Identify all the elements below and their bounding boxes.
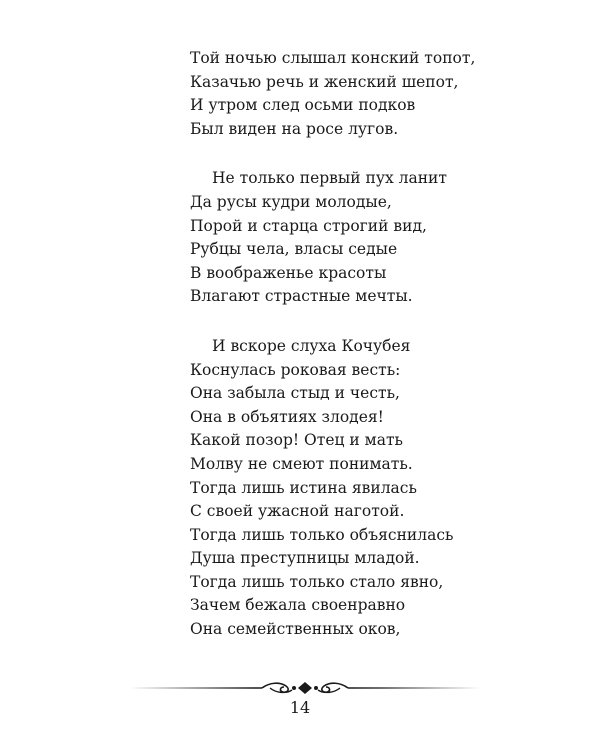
verse-line: Какой позор! Отец и мать — [190, 431, 403, 450]
verse-line: Она в объятиях злодея! — [190, 407, 384, 426]
verse-line: И утром след осьми подков — [190, 96, 416, 115]
verse-line: Той ночью слышал конский топот, — [190, 49, 476, 67]
verse-line: В воображенье красоты — [190, 263, 387, 282]
flourish-divider-icon — [130, 676, 480, 700]
verse-line: Тогда лишь только стало явно, — [190, 572, 444, 591]
verse-line: Зачем бежала своенравно — [190, 596, 406, 615]
verse-line: Она семейственных оков, — [190, 620, 401, 639]
stanza-1 — [190, 47, 570, 141]
page-number: 14 — [289, 698, 311, 717]
poem-text — [190, 47, 570, 642]
verse-line: Тогда лишь истина явилась — [190, 478, 417, 497]
verse-line: Да русы кудри молодые, — [190, 192, 392, 211]
verse-line: Казачью речь и женский шепот, — [190, 72, 459, 91]
verse-line: Она забыла стыд и честь, — [190, 384, 400, 403]
verse-line: И вскоре слуха Кочубея — [212, 336, 411, 355]
verse-line: С своей ужасной наготой. — [190, 502, 405, 521]
verse-line: Тогда лишь только объяснилась — [190, 525, 454, 544]
verse-line: Рубцы чела, власы седые — [190, 240, 398, 259]
verse-line: Порой и старца строгий вид, — [190, 216, 427, 235]
verse-line: Был виден на росе лугов. — [190, 119, 399, 138]
verse-line: Коснулась роковая весть: — [190, 360, 401, 379]
verse-line: Не только первый пух ланит — [212, 169, 447, 188]
verse-line: Влагают страстные мечты. — [190, 287, 413, 306]
verse-line: Молву не смеют понимать. — [190, 454, 413, 473]
stanza-3 — [190, 335, 570, 642]
stanza-2 — [190, 167, 570, 309]
verse-line: Душа преступницы младой. — [190, 549, 420, 568]
